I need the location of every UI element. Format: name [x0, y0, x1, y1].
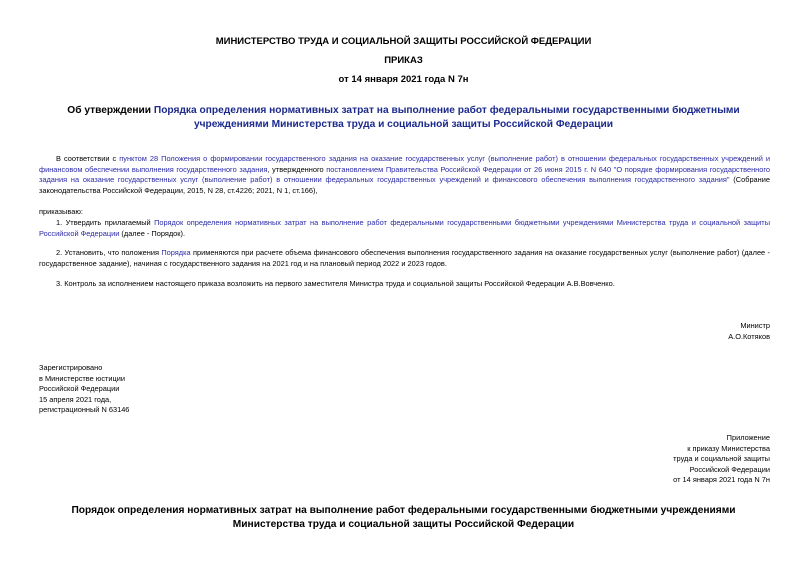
ministry-heading: МИНИСТЕРСТВО ТРУДА И СОЦИАЛЬНОЙ ЗАЩИТЫ РОССИЙСКОЙ ФЕДЕРАЦИИ	[215, 36, 592, 47]
appendix-line-4: Российской Федерации	[689, 464, 770, 474]
doc-type-heading: ПРИКАЗ	[384, 55, 423, 66]
registration-line-2: в Министерстве юстиции	[39, 373, 126, 383]
appendix-line-2: к приказу Министерства	[687, 443, 770, 453]
preamble-text-3: (Собрание законодательства Российской Федерации, 2015, N 28, ст.4226; 2021, N 1, ст.166),	[39, 175, 770, 195]
appendix-line-3: труда и социальной защиты	[673, 454, 770, 464]
appendix-block	[520, 433, 770, 486]
appendix-title: Порядок определения нормативных затрат на выполнение работ федеральными государственными бюджетными учреждениями Министерства труда и социальной защиты Российской Федерации	[71, 505, 736, 530]
registration-line-3: Российской Федерации	[39, 384, 120, 394]
item-2-link-procedure[interactable]: Порядка	[161, 248, 191, 257]
item-1-text-1: 1. Утвердить прилагаемый	[56, 218, 155, 227]
appendix-line-5: от 14 января 2021 года N 7н	[673, 475, 770, 485]
preamble-paragraph	[39, 154, 770, 196]
preamble-link-regulation[interactable]: пунктом 28 Положения о формировании государственного задания на оказание государственных услуг (выполнение работ) в отношении федеральных государственных учреждений и финансовом обеспечении выполнения государственного задания	[39, 154, 770, 174]
signature-name: А.О.Котяков	[728, 332, 770, 341]
registration-line-5: регистрационный N 63146	[39, 405, 130, 415]
registration-block	[39, 363, 289, 416]
orders-word: приказываю:	[39, 207, 83, 216]
date-number-heading: от 14 января 2021 года N 7н	[338, 74, 469, 85]
appendix-line-1: Приложение	[726, 433, 770, 442]
item-2-paragraph	[39, 248, 770, 269]
item-1-link-procedure[interactable]: Порядок определения нормативных затрат на выполнение работ федеральными государственными бюджетными учреждениями Министерства труда и социальной защиты Российской Федерации	[39, 218, 771, 238]
preamble-link-resolution[interactable]: постановлением Правительства Российской Федерации от 26 июня 2015 г. N 640 "О порядке формирования государственного задания на оказание государственных услуг (выполнение работ) в отношении федеральных государственных учреждений и финансового обеспечения выполнения государственного задания"	[39, 164, 771, 185]
order-title-prefix: Об утверждении	[67, 105, 154, 116]
item-2-text-2: применяются при расчете объема финансового обеспечения выполнения государственного задания на оказание государственных услуг (выполнение работ) (далее - государственное задание), начиная с государственного задания на 2021 год и на плановый период 2022 и 2023 годов.	[39, 248, 770, 268]
order-title-link[interactable]: Порядка определения нормативных затрат на выполнение работ федеральными государственными бюджетными учреждениями Министерства труда и социальной защиты Российской Федерации	[153, 105, 740, 130]
item-2-text-1: 2. Установить, что положения	[56, 248, 162, 257]
item-1-paragraph	[39, 218, 770, 239]
item-1-text-2: (далее - Порядок).	[119, 228, 186, 238]
signature-position: Министр	[740, 321, 770, 330]
order-title	[36, 104, 771, 132]
preamble-text-1: В соответствии с	[56, 154, 120, 163]
item-3-paragraph: 3. Контроль за исполнением настоящего приказа возложить на первого заместителя Министра труда и социальной защиты Российской Федерации А.В.Вовченко.	[56, 279, 615, 288]
registration-line-1: Зарегистрировано	[39, 363, 103, 372]
registration-line-4: 15 апреля 2021 года,	[39, 394, 112, 404]
preamble-text-2: , утвержденного	[267, 164, 327, 174]
